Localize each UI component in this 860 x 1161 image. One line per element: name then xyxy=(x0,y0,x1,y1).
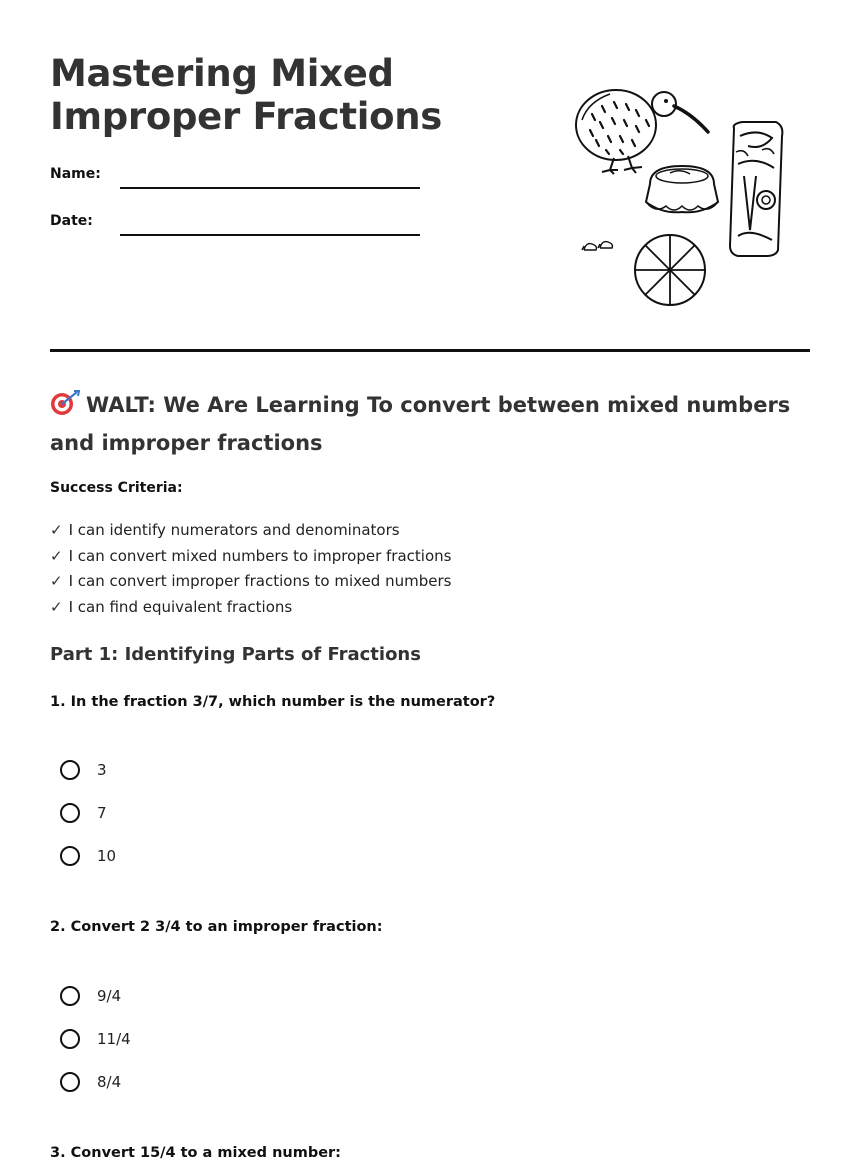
option-label: 7 xyxy=(97,804,107,822)
option-label: 10 xyxy=(97,847,117,865)
question-3: 3. Convert 15/4 to a mixed number: xyxy=(50,1145,341,1161)
walt-heading xyxy=(50,386,810,462)
success-criteria-title: Success Criteria: xyxy=(50,480,183,496)
tin-icon xyxy=(646,166,718,212)
check-icon: ✓ xyxy=(50,546,63,565)
date-label: Date: xyxy=(50,213,93,229)
option-label: 3 xyxy=(97,761,107,779)
criteria-item: ✓ I can convert mixed numbers to improper fractions xyxy=(50,546,452,565)
worksheet-illustration xyxy=(570,80,800,315)
name-field[interactable] xyxy=(120,187,420,189)
question-1-option-a[interactable] xyxy=(60,757,107,783)
kiwi-bird-icon xyxy=(576,90,708,174)
question-2-option-b[interactable] xyxy=(60,1026,131,1052)
date-field[interactable] xyxy=(120,234,420,236)
pie-icon xyxy=(635,235,705,305)
check-icon: ✓ xyxy=(50,521,63,539)
title-line-2: Improper Fractions xyxy=(50,95,442,138)
radio-button[interactable] xyxy=(60,1072,80,1092)
radio-button[interactable] xyxy=(60,760,80,780)
check-icon: ✓ xyxy=(50,598,63,617)
option-label: 8/4 xyxy=(97,1073,122,1091)
question-2-option-a[interactable] xyxy=(60,983,121,1009)
question-1-option-b[interactable] xyxy=(60,800,107,826)
option-label: 11/4 xyxy=(97,1030,131,1048)
criteria-item: ✓ I can find equivalent fractions xyxy=(50,598,293,617)
worksheet-title xyxy=(50,52,442,138)
title-line-1: Mastering Mixed xyxy=(50,52,394,95)
small-birds-icon xyxy=(582,242,613,250)
question-1-option-c[interactable] xyxy=(60,843,116,869)
radio-button[interactable] xyxy=(60,846,80,866)
carved-post-icon xyxy=(730,122,782,256)
radio-button[interactable] xyxy=(60,1029,80,1049)
question-2: 2. Convert 2 3/4 to an improper fraction: xyxy=(50,919,383,935)
walt-text: WALT: We Are Learning To convert between mixed numbers and improper fractions xyxy=(50,393,791,455)
header-divider xyxy=(50,349,810,352)
success-criteria-list xyxy=(50,518,451,621)
radio-button[interactable] xyxy=(60,986,80,1006)
radio-button[interactable] xyxy=(60,803,80,823)
option-label: 9/4 xyxy=(97,987,122,1005)
criteria-item: ✓ I can convert improper fractions to mixed numbers xyxy=(50,572,452,591)
question-1: 1. In the fraction 3/7, which number is the numerator? xyxy=(50,694,496,710)
part-1-title: Part 1: Identifying Parts of Fractions xyxy=(50,644,421,665)
check-icon: ✓ xyxy=(50,572,63,591)
criteria-item: ✓ I can identify numerators and denominators xyxy=(50,521,400,539)
target-icon xyxy=(50,390,80,416)
name-label: Name: xyxy=(50,166,101,182)
question-2-option-c[interactable] xyxy=(60,1069,121,1095)
